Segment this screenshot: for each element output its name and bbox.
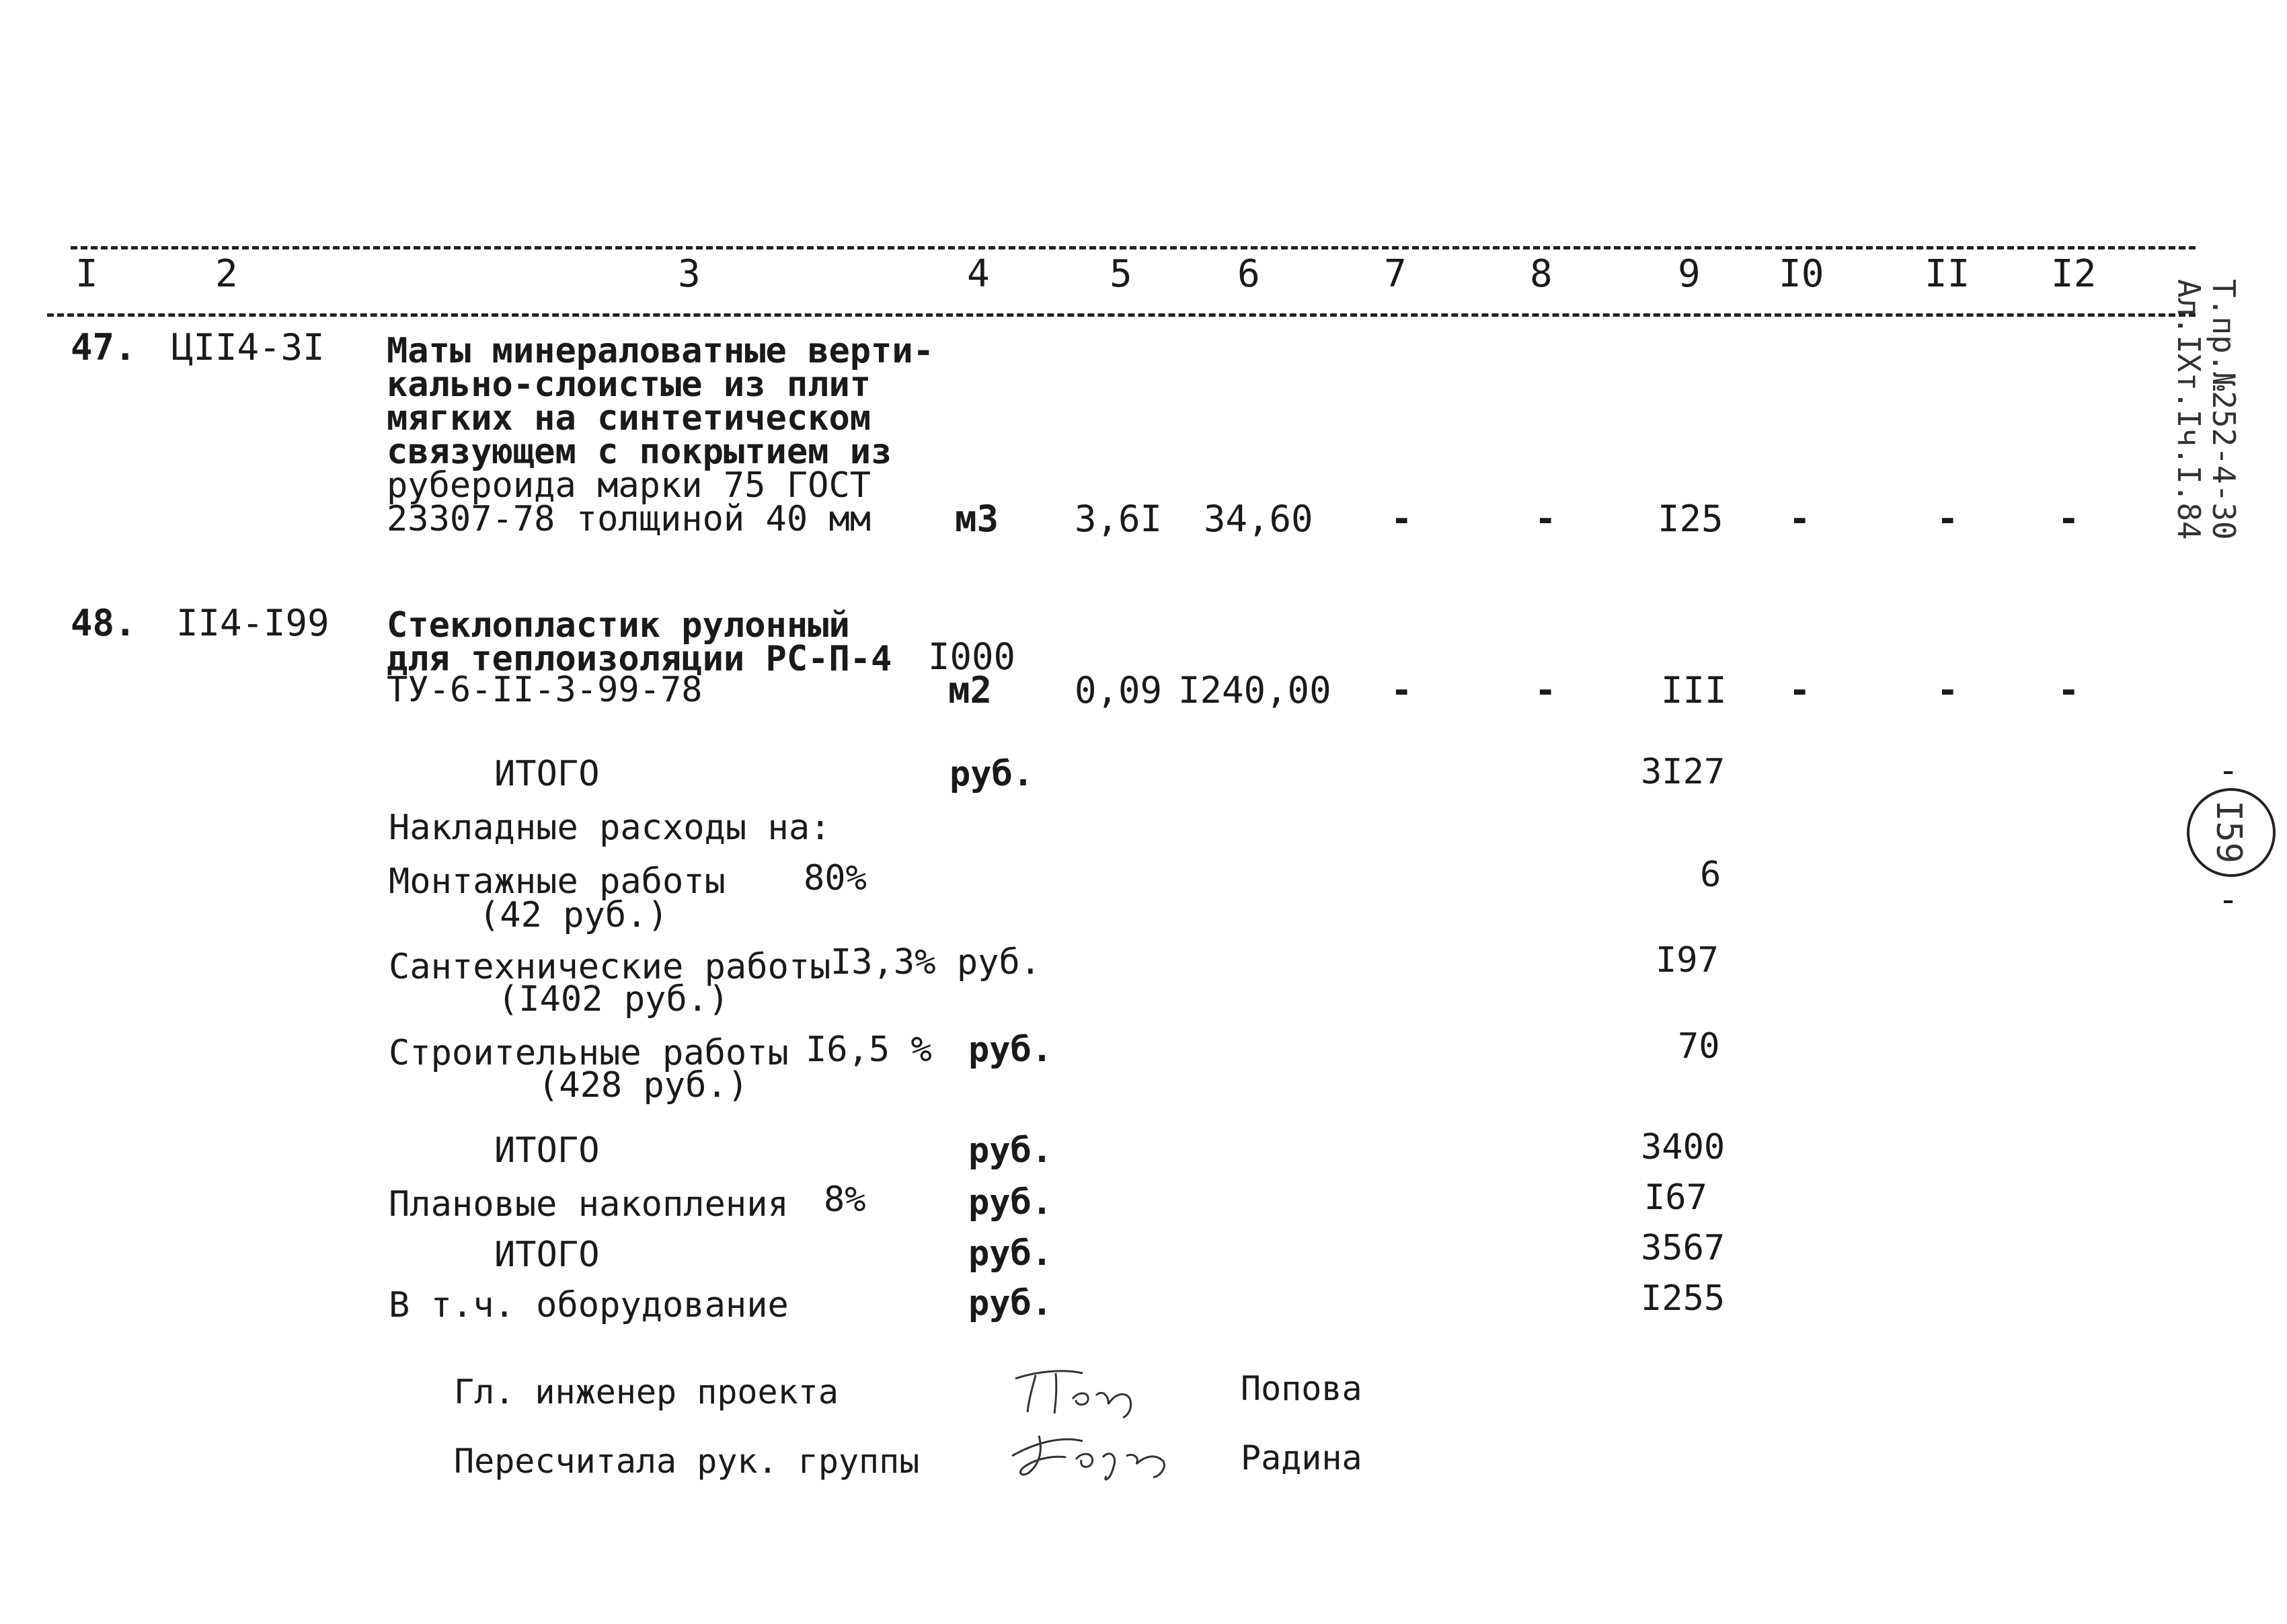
row-qty: 3,6I xyxy=(1075,498,1163,540)
equipment-value: I255 xyxy=(1641,1278,1726,1319)
row-col9: I25 xyxy=(1658,498,1723,540)
signatory-name: Попова xyxy=(1241,1369,1362,1408)
col-header-1: I xyxy=(75,252,98,296)
side-document-code: Т.пр.№252-4-30 xyxy=(2206,279,2242,540)
row-col10: - xyxy=(1789,498,1811,540)
row-number: 47. xyxy=(71,326,137,369)
col-header-9: 9 xyxy=(1678,252,1701,296)
handwritten-signature xyxy=(1002,1416,1190,1490)
col-header-11: II xyxy=(1925,252,1970,296)
row-col11: - xyxy=(1937,669,1959,711)
itogo-label: ИТОГО xyxy=(494,1235,600,1275)
row-col12: - xyxy=(2058,669,2080,711)
handwritten-signature xyxy=(1009,1358,1163,1419)
row-col10: - xyxy=(1789,669,1811,711)
row-col11: - xyxy=(1937,498,1959,540)
col-header-2: 2 xyxy=(215,252,238,296)
row-unit: м3 xyxy=(955,498,999,540)
itogo-unit: руб. xyxy=(968,1130,1053,1171)
itogo-value: 3400 xyxy=(1641,1127,1726,1167)
montage-value: 6 xyxy=(1700,855,1721,895)
row-col8: - xyxy=(1535,669,1557,711)
col-header-6: 6 xyxy=(1237,252,1260,296)
overhead-heading: Накладные расходы на: xyxy=(389,808,831,848)
col-header-4: 4 xyxy=(967,252,990,296)
col-header-3: 3 xyxy=(678,252,701,296)
plan-percent: 8% xyxy=(824,1180,866,1220)
itogo-unit: руб. xyxy=(968,1233,1053,1274)
row-code: II4-I99 xyxy=(176,602,330,644)
page-number-dash-top: - xyxy=(2218,750,2239,791)
santech-percent: I3,3% руб. xyxy=(830,942,1042,982)
signatory-name: Радина xyxy=(1241,1438,1362,1477)
col-header-5: 5 xyxy=(1110,252,1132,296)
itogo-value: 3567 xyxy=(1641,1228,1726,1268)
header-bottom-rule xyxy=(47,313,2196,317)
equipment-label: В т.ч. оборудование xyxy=(389,1285,789,1325)
montage-sub: (42 руб.) xyxy=(479,895,668,935)
stroit-unit: руб. xyxy=(968,1030,1053,1070)
row-price: I240,00 xyxy=(1178,669,1331,711)
row-desc-line: для теплоизоляции РС-П-4 xyxy=(387,639,892,679)
header-top-rule xyxy=(71,246,2196,249)
montage-percent: 80% xyxy=(804,858,867,898)
stroit-label: Строительные работы xyxy=(389,1033,789,1073)
santech-value: I97 xyxy=(1656,940,1719,980)
page-number: I59 xyxy=(2208,800,2249,863)
row-desc-line: мягких на синтетическом xyxy=(387,398,871,438)
plan-value: I67 xyxy=(1644,1177,1707,1218)
row-number: 48. xyxy=(71,602,137,644)
row-code: ЦII4-3I xyxy=(171,326,325,369)
santech-sub: (I402 руб.) xyxy=(498,979,730,1019)
page-number-dash-bottom: - xyxy=(2218,880,2239,920)
col-header-7: 7 xyxy=(1384,252,1407,296)
itogo-label: ИТОГО xyxy=(494,1130,600,1171)
plan-unit: руб. xyxy=(968,1182,1053,1223)
row-desc-line: кально-слоистые из плит xyxy=(387,364,871,405)
signatory-role: Гл. инженер проекта xyxy=(454,1372,839,1412)
stroit-percent: I6,5 % xyxy=(806,1030,932,1070)
row-unit: м2 xyxy=(948,669,993,711)
row-desc-line: связующем с покрытием из xyxy=(387,432,892,472)
col-header-12: I2 xyxy=(2051,252,2097,296)
row-desc-line: 23307-78 толщиной 40 мм xyxy=(387,499,871,539)
row-unit-multiplier: I000 xyxy=(928,635,1016,678)
stroit-sub: (428 руб.) xyxy=(538,1065,749,1106)
row-desc-line: ТУ-6-II-3-99-78 xyxy=(387,670,703,710)
itogo-unit: руб. xyxy=(949,754,1034,794)
montage-label: Монтажные работы xyxy=(389,861,726,902)
plan-label: Плановые накопления xyxy=(389,1184,789,1225)
col-header-8: 8 xyxy=(1530,252,1553,296)
row-col7: - xyxy=(1391,498,1413,540)
stroit-value: 70 xyxy=(1678,1026,1720,1067)
row-col12: - xyxy=(2058,498,2080,540)
itogo-label: ИТОГО xyxy=(494,754,600,794)
col-header-10: I0 xyxy=(1779,252,1824,296)
row-desc-line: Стеклопластик рулонный xyxy=(387,605,850,646)
side-album-code: Ал.IXт.Iч.I.84 xyxy=(2171,279,2207,540)
row-qty: 0,09 xyxy=(1075,669,1163,711)
row-col8: - xyxy=(1535,498,1557,540)
equipment-unit: руб. xyxy=(968,1283,1053,1323)
signatory-role: Пересчитала рук. группы xyxy=(454,1442,920,1481)
row-col9: III xyxy=(1661,669,1727,711)
row-desc-line: Маты минераловатные верти- xyxy=(387,331,934,371)
row-desc-line: рубероида марки 75 ГОСТ xyxy=(387,465,871,506)
row-col7: - xyxy=(1391,669,1413,711)
santech-label: Сантехнические работы xyxy=(389,947,831,987)
itogo-value: 3I27 xyxy=(1641,752,1726,792)
row-price: 34,60 xyxy=(1204,498,1313,540)
